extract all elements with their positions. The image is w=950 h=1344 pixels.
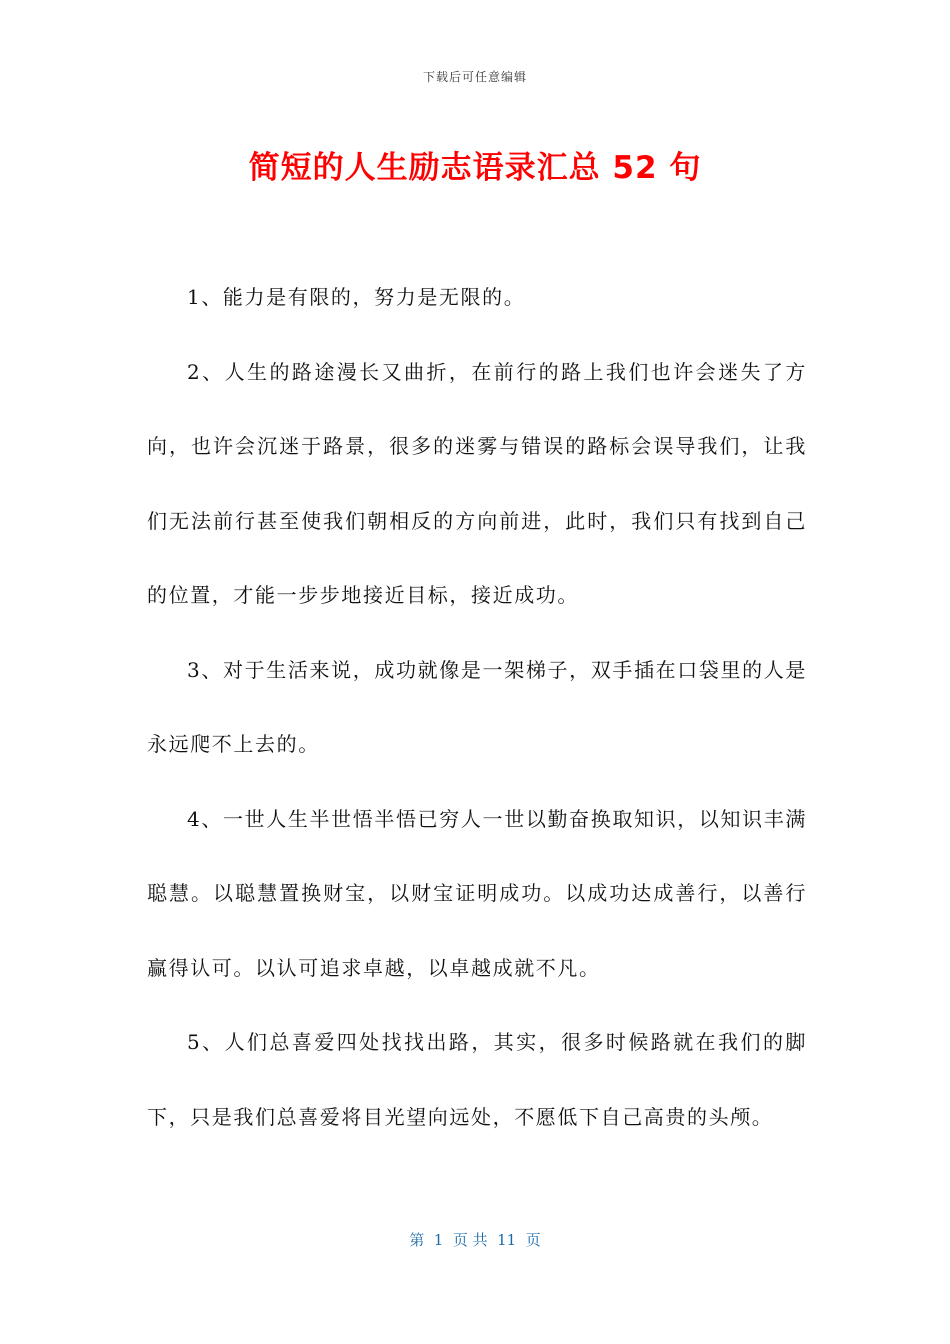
header-note: 下载后可任意编辑 [422, 70, 527, 84]
paragraph-3: 3、对于生活来说，成功就像是一架梯子，双手插在口袋里的人是永远爬不上去的。 [147, 657, 807, 756]
document-title: 简短的人生励志语录汇总 52 句 [248, 150, 702, 186]
document-body [147, 260, 807, 1154]
paragraph-2: 2、人生的路途漫长又曲折，在前行的路上我们也许会迷失了方向，也许会沉迷于路景，很多的迷雾与错误的路标会误导我们，让我们无法前行甚至使我们朝相反的方向前进，此时，我们只有找到自己的位置，才能一步步地接近目标，接近成功。 [147, 359, 807, 607]
paragraph-5: 5、人们总喜爱四处找找出路，其实，很多时候路就在我们的脚下，只是我们总喜爱将目光望向远处，不愿低下自己高贵的头颅。 [147, 1030, 807, 1129]
paragraph-4: 4、一世人生半世悟半悟已穷人一世以勤奋换取知识，以知识丰满聪慧。以聪慧置换财宝，以财宝证明成功。以成功达成善行，以善行赢得认可。以认可追求卓越，以卓越成就不凡。 [147, 806, 807, 980]
page-footer: 第 1 页 共 11 页 [409, 1231, 541, 1249]
paragraph-1: 1、能力是有限的，努力是无限的。 [187, 285, 526, 309]
